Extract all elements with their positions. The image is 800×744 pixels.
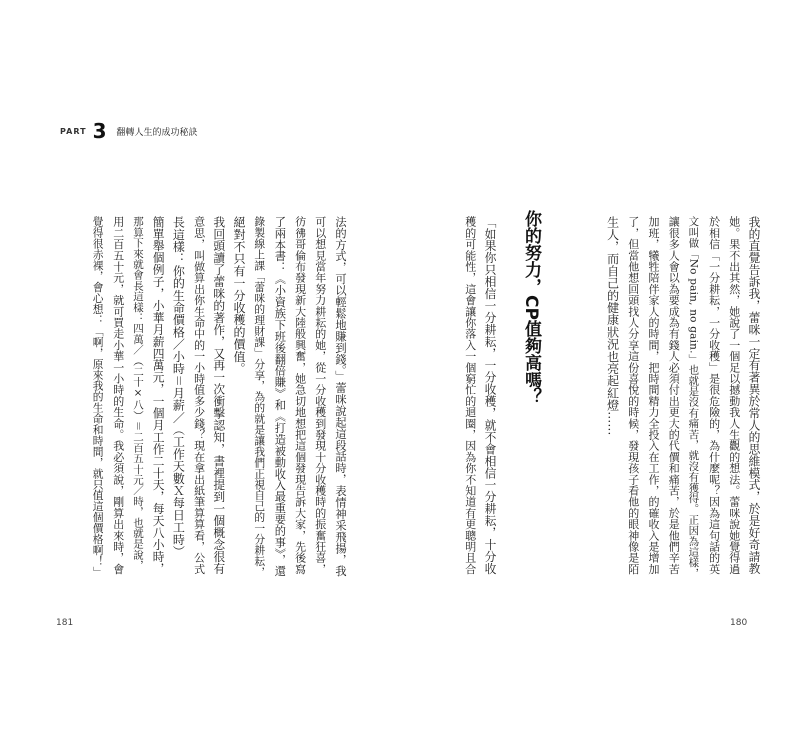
text-column: 意思，叫做算出你生命中的一小時值多少錢？現在拿出紙筆算算看，公式 bbox=[192, 216, 206, 575]
text-column: 了兩本書：《小資族下班後翻倍賺》和《打造被動收入最重要的事》，還 bbox=[273, 216, 287, 577]
page-number-left: 181 bbox=[56, 618, 74, 628]
text-column: 文叫做「No pain, no gain.」也就是沒有痛苦，就沒有獲得。正因為這樣， bbox=[687, 216, 700, 579]
text-column: 彷彿哥倫布發現新大陸般興奮，她急切地想把這個發現告訴大家，先後寫 bbox=[293, 216, 307, 575]
part-label: PART bbox=[60, 126, 87, 136]
right-page-top-block bbox=[582, 216, 764, 578]
text-column: 我的直覺告訴我，蕾咪一定有著異於常人的思維模式，於是好奇請教 bbox=[747, 216, 761, 575]
text-column: 生人，而自己的健康狀況也亮起紅燈…… bbox=[605, 216, 620, 436]
text-column: 我回頭讀了蕾咪的著作，又再一次衝擊認知，書裡提到一個概念很有 bbox=[211, 216, 226, 575]
left-page-block bbox=[60, 216, 350, 578]
text-column: 法的方式，可以輕鬆地賺到錢。」蕾咪說起這段話時，表情神采飛揚，我 bbox=[334, 216, 347, 577]
text-column: 讓很多人會以為要成為有錢人必須付出更大的代價和痛苦，於是他們辛苦 bbox=[667, 216, 681, 575]
text-column: 用二百五十元，就可買走小華一小時的生命。我必須說，剛算出來時，會 bbox=[111, 216, 125, 575]
running-head bbox=[60, 120, 198, 142]
text-column: 錄製線上課「蕾咪的理財課」分享，為的就是讓我們正視自己的一分耕耘， bbox=[253, 216, 267, 578]
section-heading: 你的努力，CP值夠高嗎？ bbox=[521, 210, 541, 405]
text-column: 簡單舉個例子，小華月薪四萬元，一個月工作二十天，每天八小時， bbox=[151, 216, 166, 575]
page-number-right: 180 bbox=[730, 618, 748, 628]
text-column: 長這樣：你的生命價格／小時＝月薪／（工作天數Ｘ每日工時） bbox=[171, 216, 186, 558]
text-column: 了，但當他想回頭找人分享這份喜悅的時候，發現孩子看他的眼神像是陌 bbox=[626, 216, 640, 575]
text-column: 她。果不出其然，她說了一個足以撼動我人生觀的想法。蕾咪說她覺得過 bbox=[727, 216, 741, 575]
right-page-lower-block bbox=[452, 216, 500, 578]
text-column: 那算下來就會長這樣：四萬／（二十×八）＝二百五十元／時，也就是說， bbox=[131, 216, 144, 571]
text-column: 可以想見當年努力耕耘的她，從一分收穫到發現十分收穫時的振奮狂喜， bbox=[313, 216, 327, 575]
text-column: 絕對不只有一分收穫的價值。 bbox=[231, 216, 246, 375]
chapter-title: 翻轉人生的成功秘訣 bbox=[116, 127, 198, 138]
text-column: 覺得很赤裸，會心想：「啊，原來我的生命和時間，就只值這個價格啊！」 bbox=[91, 216, 105, 578]
text-column: 穫的可能性，這會讓你落入一個窮忙的迴圈，因為你不知道有更聰明且合 bbox=[463, 216, 477, 575]
text-column: 於相信「一分耕耘，一分收穫」是很危險的，為什麼呢？因為這句話的英 bbox=[707, 216, 721, 575]
text-column: 加班，犧牲陪伴家人的時間，把時間精力全投入在工作，的確收入是增加 bbox=[646, 216, 660, 575]
text-column: 「如果你只相信一分耕耘，一分收穫，就不會相信一分耕耘，十分收 bbox=[483, 216, 497, 575]
part-number: 3 bbox=[92, 119, 107, 143]
